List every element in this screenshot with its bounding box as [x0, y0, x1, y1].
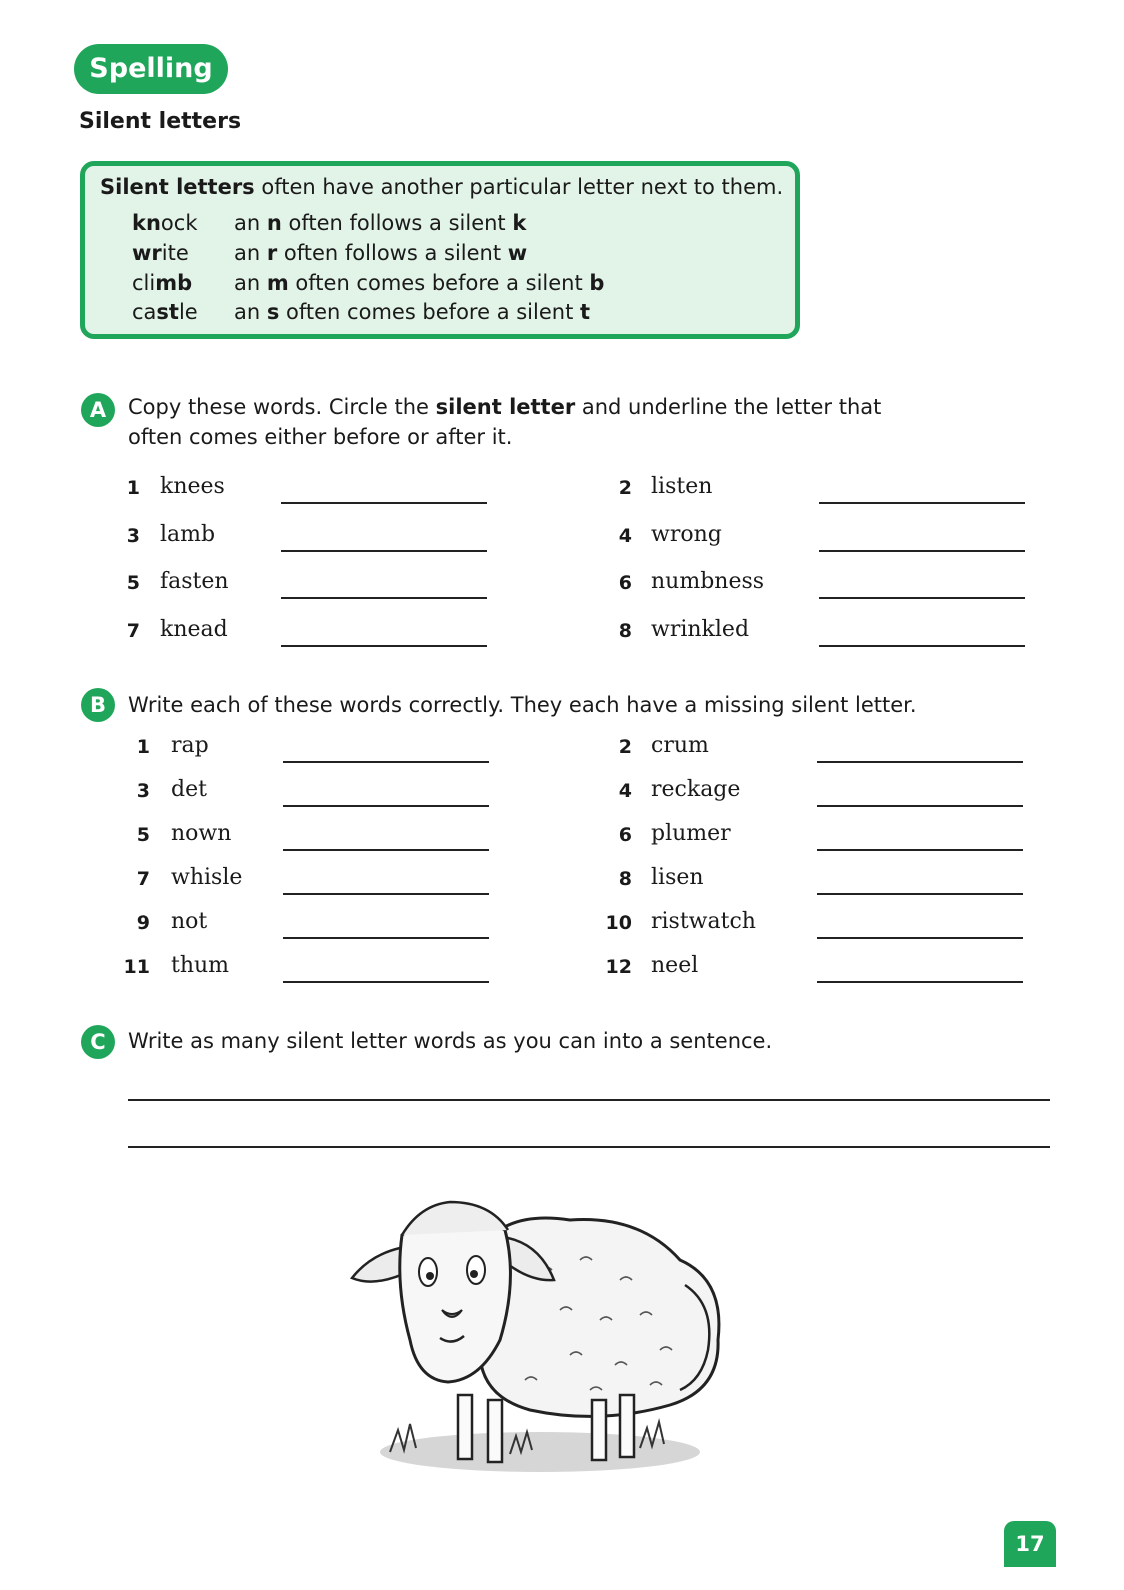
item-number: 2 — [618, 736, 632, 758]
exercise-item — [0, 865, 1124, 897]
item-word: neel — [651, 953, 699, 978]
item-word: fasten — [160, 569, 229, 594]
item-word: wrinkled — [651, 617, 750, 642]
rule-run: le — [178, 300, 198, 324]
sheep-topknot — [402, 1202, 508, 1235]
rule-run: often comes before a silent — [288, 271, 590, 295]
item-number: 8 — [618, 620, 632, 642]
instruction-text: and underline the letter that — [575, 395, 882, 419]
rule-highlight: r — [266, 241, 278, 265]
rule-run: an — [234, 211, 267, 235]
item-number: 3 — [126, 525, 140, 547]
sheep-leg — [592, 1400, 606, 1460]
item-word: lisen — [651, 865, 704, 890]
item-number: 3 — [136, 780, 150, 802]
item-word: ristwatch — [651, 909, 756, 934]
answer-line[interactable] — [817, 981, 1023, 983]
rule-highlight: st — [156, 300, 179, 324]
answer-line[interactable] — [819, 645, 1025, 647]
rule-highlight: k — [512, 211, 527, 235]
section-a-badge: A — [81, 393, 115, 427]
sheep-leg — [620, 1395, 634, 1457]
instruction-text: Copy these words. Circle the — [128, 395, 436, 419]
sheep-leg — [488, 1400, 502, 1462]
sheep-leg — [458, 1395, 472, 1459]
item-word: whisle — [171, 865, 243, 890]
exercise-item — [0, 617, 1124, 649]
rule-intro — [100, 175, 783, 199]
rule-highlight: m — [266, 271, 289, 295]
exercise-item — [0, 474, 1124, 506]
rule-run: cli — [132, 271, 156, 295]
sheep-eye — [467, 1256, 485, 1284]
item-word: knees — [160, 474, 225, 499]
section-c-instruction: Write as many silent letter words as you can into a sentence. — [128, 1029, 773, 1053]
writing-line[interactable] — [128, 1099, 1050, 1101]
answer-line[interactable] — [819, 550, 1025, 552]
rule-intro-text: often have another particular letter next to them. — [254, 175, 784, 199]
item-number: 2 — [618, 477, 632, 499]
rule-intro-bold: Silent letters — [100, 175, 255, 199]
section-a-instruction — [128, 392, 881, 452]
rule-run: ock — [160, 211, 198, 235]
ground-shadow — [380, 1432, 700, 1472]
rule-run: often comes before a silent — [279, 300, 580, 324]
sheep-pupil — [426, 1272, 434, 1280]
rule-run: an — [234, 300, 267, 324]
rule-highlight: w — [507, 241, 528, 265]
rule-highlight: s — [266, 300, 280, 324]
exercise-item — [0, 733, 1124, 765]
rule-text — [234, 211, 526, 235]
rule-run: an — [234, 271, 267, 295]
item-number: 7 — [136, 868, 150, 890]
exercise-item — [0, 569, 1124, 601]
rule-highlight: mb — [155, 271, 193, 295]
sheep-illustration — [340, 1190, 740, 1490]
answer-line[interactable] — [817, 893, 1023, 895]
rule-highlight: t — [579, 300, 591, 324]
item-word: det — [171, 777, 207, 802]
section-heading-pill: Spelling — [74, 44, 228, 94]
rule-run: often follows a silent — [281, 211, 513, 235]
item-number: 12 — [605, 956, 632, 978]
exercise-item — [0, 522, 1124, 554]
item-number: 4 — [618, 525, 632, 547]
rule-example — [132, 241, 189, 265]
instruction-bold: silent letter — [435, 395, 576, 419]
rule-run: an — [234, 241, 267, 265]
section-b-badge: B — [81, 688, 115, 722]
item-number: 1 — [126, 477, 140, 499]
page-number: 17 — [1004, 1521, 1056, 1567]
item-number: 6 — [618, 824, 632, 846]
rule-run: ca — [132, 300, 157, 324]
item-word: wrong — [651, 522, 722, 547]
item-word: listen — [651, 474, 713, 499]
rule-text — [234, 271, 604, 295]
rule-run: often follows a silent — [277, 241, 508, 265]
sheep-pupil — [470, 1270, 478, 1278]
item-word: crum — [651, 733, 709, 758]
item-word: numbness — [651, 569, 765, 594]
section-b-instruction: Write each of these words correctly. They each have a missing silent letter. — [128, 693, 917, 717]
item-number: 11 — [123, 956, 150, 978]
exercise-item — [0, 953, 1124, 985]
item-word: rap — [171, 733, 209, 758]
rule-highlight: wr — [132, 241, 162, 265]
item-word: thum — [171, 953, 230, 978]
item-word: knead — [160, 617, 228, 642]
item-word: nown — [171, 821, 232, 846]
answer-line[interactable] — [817, 849, 1023, 851]
item-number: 5 — [136, 824, 150, 846]
writing-line[interactable] — [128, 1146, 1050, 1148]
answer-line[interactable] — [819, 502, 1025, 504]
item-word: not — [171, 909, 208, 934]
exercise-item — [0, 909, 1124, 941]
item-number: 7 — [126, 620, 140, 642]
rule-example — [132, 211, 197, 235]
sheep-eye — [419, 1258, 437, 1286]
rule-text — [234, 300, 590, 324]
item-number: 6 — [618, 572, 632, 594]
rule-highlight: kn — [132, 211, 161, 235]
item-number: 1 — [136, 736, 150, 758]
section-c-badge: C — [81, 1025, 115, 1059]
item-word: lamb — [160, 522, 216, 547]
instruction-text: often comes either before or after it. — [128, 425, 513, 449]
rule-run: ite — [161, 241, 189, 265]
answer-line[interactable] — [817, 937, 1023, 939]
page-subtitle: Silent letters — [79, 109, 242, 134]
exercise-item — [0, 821, 1124, 853]
answer-line[interactable] — [817, 761, 1023, 763]
rule-example — [132, 271, 192, 295]
answer-line[interactable] — [817, 805, 1023, 807]
rule-text — [234, 241, 527, 265]
item-word: plumer — [651, 821, 731, 846]
item-number: 4 — [618, 780, 632, 802]
item-number: 10 — [605, 912, 632, 934]
item-number: 5 — [126, 572, 140, 594]
item-number: 8 — [618, 868, 632, 890]
answer-line[interactable] — [819, 597, 1025, 599]
item-number: 9 — [136, 912, 150, 934]
rule-highlight: b — [589, 271, 605, 295]
rule-example — [132, 300, 198, 324]
rule-highlight: n — [266, 211, 282, 235]
exercise-item — [0, 777, 1124, 809]
item-word: reckage — [651, 777, 741, 802]
